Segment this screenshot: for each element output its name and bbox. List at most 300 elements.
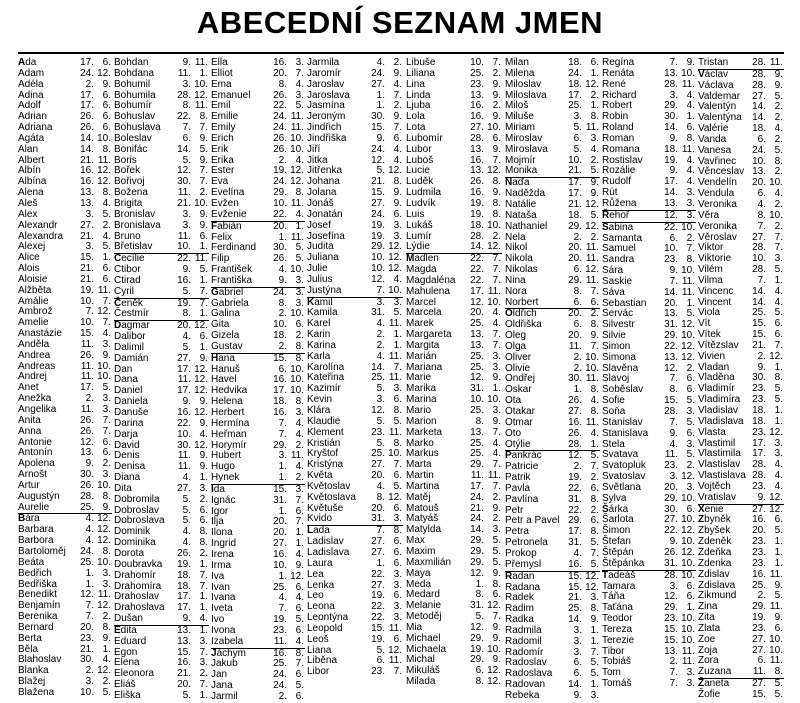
month-value: 12. (97, 165, 111, 177)
name-label: Kristýna (307, 459, 344, 471)
name-label: Emilie (211, 111, 239, 123)
name-label: Lubomír (406, 132, 443, 144)
name-label: Jitřenka (307, 165, 343, 177)
name-label: Rozálie (602, 165, 636, 177)
day-value: 13. (470, 426, 484, 438)
name-label: Bára (18, 513, 40, 525)
month-value: 3. (295, 57, 304, 68)
month-value: 8. (590, 406, 599, 417)
month-value: 10. (681, 536, 695, 548)
day-value: 13. (80, 197, 94, 209)
day-value: 12. (568, 450, 582, 462)
name-label: Vilma (698, 274, 723, 286)
name-label: Liana (307, 644, 332, 656)
name-label: Jakub (211, 658, 238, 670)
day-value: 25. (470, 448, 484, 460)
month-value: 7. (393, 459, 402, 471)
list-item (114, 221, 209, 232)
day-value: 22. (470, 264, 484, 276)
month-value: 7. (199, 122, 208, 134)
name-label: Drahomír (114, 569, 156, 581)
month-value: 6. (102, 111, 111, 123)
month-value: 6. (492, 132, 501, 144)
month-value: 3. (686, 678, 695, 690)
day-value: 1. (475, 578, 484, 590)
day-value: 12. (80, 436, 94, 448)
month-value: 9. (199, 352, 208, 364)
month-value: 10. (681, 492, 695, 504)
day-value: 7. (669, 667, 678, 679)
name-label: Roland (602, 122, 634, 134)
month-value: 9. (199, 132, 208, 144)
list-item (406, 493, 502, 504)
name-label: Kristián (307, 437, 341, 449)
month-value: 4. (102, 328, 111, 340)
name-label: Zbyněk (698, 514, 731, 526)
day-value: 6. (573, 657, 582, 669)
month-value: 3. (295, 407, 304, 418)
day-value: 6. (573, 296, 582, 308)
day-value: 8. (573, 285, 582, 297)
day-value: 8. (475, 676, 484, 688)
month-value: 3. (393, 513, 402, 525)
name-label: Ingrid (211, 538, 237, 550)
day-value: 20. (568, 242, 582, 254)
list-item (18, 427, 112, 438)
name-column-4 (307, 57, 403, 678)
month-value: 12. (681, 471, 695, 483)
list-item (114, 571, 209, 582)
day-value: 9. (757, 361, 766, 373)
day-value: 8. (475, 589, 484, 601)
month-value: 6. (393, 590, 402, 602)
day-value: 29. (568, 274, 582, 286)
month-value: 9. (492, 415, 501, 427)
name-label: Blažej (18, 676, 46, 688)
list-item (114, 495, 209, 506)
month-value: 2. (774, 166, 783, 178)
name-label: Maxmilián (406, 556, 452, 568)
day-value: 6. (757, 188, 766, 200)
month-value: 7. (102, 425, 111, 437)
day-value: 14. (664, 122, 678, 134)
day-value: 22. (371, 601, 385, 613)
name-label: Břetislav (114, 241, 153, 253)
name-label: Marián (406, 350, 437, 362)
name-label: Karina (307, 339, 336, 351)
day-value: 12. (371, 273, 385, 285)
day-value: 1. (278, 461, 287, 473)
month-value: 6. (102, 447, 111, 459)
name-label: Ester (211, 165, 235, 177)
month-value: 2. (492, 230, 501, 242)
name-label: Otýlie (505, 438, 531, 450)
name-label: Alan (18, 143, 39, 155)
month-value: 9. (492, 654, 501, 666)
day-value: 25. (273, 658, 287, 670)
month-value: 9. (199, 208, 208, 220)
name-label: Radoslav (505, 657, 547, 669)
name-label: Viktorie (698, 253, 732, 265)
name-column-2 (114, 57, 209, 701)
name-label: Soňa (602, 406, 626, 417)
list-item (406, 569, 502, 580)
name-label: Josef (307, 219, 331, 231)
month-value: 4. (492, 307, 501, 319)
list-item (698, 493, 784, 505)
day-value: 31. (568, 493, 582, 505)
day-value: 16. (568, 416, 582, 428)
day-value: 9. (182, 613, 191, 625)
day-value: 9. (376, 132, 385, 144)
month-value: 12. (585, 570, 599, 582)
month-value: 3. (686, 667, 695, 679)
list-item (698, 570, 784, 581)
day-value: 5. (182, 689, 191, 701)
day-value: 21. (80, 230, 94, 242)
day-value: 16. (470, 100, 484, 112)
month-value: 7. (590, 340, 599, 352)
list-item (698, 428, 784, 439)
day-value: 11. (273, 635, 287, 647)
day-value: 15. (371, 187, 385, 199)
name-label: Nikola (505, 253, 533, 265)
day-value: 22. (371, 568, 385, 580)
list-item (18, 492, 112, 503)
day-value: 27. (371, 197, 385, 209)
name-label: Klaudie (307, 415, 341, 427)
day-value: 31. (664, 319, 678, 331)
day-value: 22. (371, 612, 385, 624)
day-value: 23. (752, 557, 766, 569)
month-value: 2. (686, 362, 695, 374)
day-value: 12. (664, 362, 678, 374)
name-label: Stanislava (602, 427, 649, 439)
day-value: 5. (376, 165, 385, 177)
day-value: 5. (376, 415, 385, 427)
month-value: 10. (769, 633, 783, 645)
day-value: 20. (371, 470, 385, 482)
day-value: 14. (177, 143, 191, 155)
day-value: 4. (182, 537, 191, 549)
month-value: 4. (492, 437, 501, 449)
name-label: Oleg (505, 330, 527, 342)
day-value: 16. (177, 407, 191, 418)
day-value: 17. (568, 188, 582, 200)
day-value: 24. (273, 122, 287, 134)
name-label: Nataša (505, 209, 537, 221)
name-label: Liliana (406, 67, 435, 79)
list-item (505, 637, 600, 648)
list-item (602, 668, 696, 679)
month-value: 6. (102, 89, 111, 101)
month-value: 9. (199, 461, 208, 473)
day-value: 19. (273, 165, 287, 177)
month-value: 1. (774, 274, 783, 286)
month-value: 9. (199, 219, 208, 231)
day-value: 28. (177, 89, 191, 101)
name-label: Andrej (18, 371, 47, 383)
list-item (698, 667, 784, 679)
name-label: Max (406, 535, 425, 547)
month-value: 3. (102, 578, 111, 590)
day-value: 15. (664, 623, 678, 635)
name-label: Čestmír (114, 308, 149, 320)
day-value: 20. (273, 67, 287, 79)
name-label: Vavřinec (698, 155, 737, 167)
list-item (211, 659, 305, 670)
day-value: 20. (752, 525, 766, 537)
name-label: Vilém (698, 264, 723, 276)
day-value: 10. (664, 243, 678, 255)
day-value: 5. (182, 341, 191, 353)
month-value: 5. (774, 307, 783, 319)
day-value: 23. (470, 78, 484, 90)
day-value: 23. (664, 254, 678, 266)
name-label: Ladislav (307, 536, 344, 548)
name-label: Sabina (602, 221, 634, 233)
name-label: Marcel (406, 296, 437, 308)
month-value: 11. (681, 143, 695, 155)
day-value: 24. (470, 491, 484, 503)
name-column-1 (18, 57, 112, 698)
name-label: Petr a Pavel (505, 515, 560, 527)
month-value: 4. (774, 188, 783, 200)
month-value: 1. (590, 100, 599, 112)
name-label: Dominika (114, 537, 156, 549)
day-value: 1. (85, 578, 94, 590)
month-value: 1. (199, 602, 208, 614)
month-value: 5. (393, 480, 402, 492)
day-value: 3. (669, 580, 678, 592)
month-value: 7. (590, 461, 599, 473)
day-value: 13. (664, 67, 678, 79)
day-value: 18. (470, 219, 484, 231)
day-value: 26. (80, 122, 94, 134)
day-value: 19. (371, 230, 385, 242)
month-value: 11. (585, 274, 599, 286)
month-value: 6. (686, 384, 695, 396)
month-value: 6. (199, 331, 208, 343)
name-label: Bernard (18, 621, 54, 633)
month-value: 11. (97, 284, 111, 296)
name-label: Miroslav (505, 132, 543, 144)
day-value: 9. (278, 274, 287, 286)
day-value: 10. (80, 295, 94, 307)
day-value: 24. (273, 680, 287, 692)
day-value: 10. (371, 252, 385, 264)
day-value: 30. (177, 439, 191, 451)
month-value: 8. (774, 372, 783, 384)
name-label: Igor (211, 505, 229, 517)
month-value: 6. (686, 503, 695, 515)
name-column-8 (698, 57, 784, 700)
month-value: 4. (590, 427, 599, 439)
day-value: 26. (273, 132, 287, 144)
day-value: 14. (664, 187, 678, 199)
name-label: Damián (114, 352, 149, 364)
day-value: 7. (669, 57, 678, 68)
name-label: Julius (307, 273, 333, 285)
month-value: 3. (590, 132, 599, 144)
month-value: 4. (295, 461, 304, 473)
day-value: 13. (177, 624, 191, 636)
day-value: 4. (669, 438, 678, 450)
day-value: 19. (371, 219, 385, 231)
month-value: 2. (199, 493, 208, 505)
name-label: Jana (211, 680, 233, 692)
name-label: Svatoslav (602, 471, 646, 483)
day-value: 14. (568, 679, 582, 691)
month-value: 2. (686, 460, 695, 472)
name-label: Eliška (114, 689, 141, 701)
day-value: 30. (568, 373, 582, 385)
month-value: 9. (199, 417, 208, 429)
month-value: 6. (295, 581, 304, 593)
day-value: 16. (273, 548, 287, 560)
day-value: 13. (80, 187, 94, 199)
name-label: Metoděj (406, 611, 442, 623)
name-label: Ivona (211, 624, 236, 636)
month-value: 10. (290, 132, 304, 144)
month-value: 12. (487, 241, 501, 253)
day-value: 22. (470, 253, 484, 265)
day-value: 8. (278, 78, 287, 90)
day-value: 15. (80, 328, 94, 340)
month-value: 8. (492, 208, 501, 220)
month-value: 4. (393, 143, 402, 155)
name-label: Ondřej (505, 373, 536, 385)
day-value: 5. (376, 644, 385, 656)
day-value: 11. (80, 360, 94, 372)
list-item (114, 287, 209, 299)
month-value: 3. (102, 469, 111, 481)
month-value: 5. (774, 525, 783, 537)
month-value: 8. (393, 525, 402, 537)
name-label: Zdeněk (698, 536, 732, 548)
day-value: 29. (273, 439, 287, 451)
name-label: Miloslava (505, 89, 547, 101)
day-value: 5. (475, 611, 484, 623)
day-value: 10. (470, 394, 484, 406)
day-value: 21. (568, 198, 582, 210)
day-value: 21. (80, 273, 94, 285)
month-value: 7. (393, 122, 402, 134)
month-value: 7. (492, 611, 501, 623)
month-value: 7. (774, 242, 783, 254)
name-label: Sofie (602, 395, 625, 407)
month-value: 5. (393, 415, 402, 427)
name-label: Vítek (698, 329, 721, 341)
name-label: Marion (406, 415, 437, 427)
day-value: 16. (273, 647, 287, 659)
day-value: 24. (273, 669, 287, 681)
month-value: 10. (388, 284, 402, 296)
name-label: Iva (211, 570, 225, 582)
month-value: 12. (388, 165, 402, 177)
month-value: 8. (295, 352, 304, 364)
day-value: 3. (669, 471, 678, 483)
name-label: Leoš (307, 633, 329, 645)
day-value: 9. (757, 491, 766, 503)
name-label: Rút (602, 187, 618, 199)
day-value: 18. (568, 78, 582, 90)
name-label: Regína (602, 57, 635, 68)
month-value: 11. (585, 122, 599, 134)
list-item (505, 669, 600, 680)
list-item (698, 308, 784, 319)
day-value: 14. (80, 132, 94, 144)
name-label: Gustav (211, 340, 243, 352)
list-item (211, 572, 305, 583)
month-value: 5. (590, 450, 599, 462)
day-value: 17. (568, 526, 582, 538)
month-value: 11. (585, 416, 599, 428)
name-label: Samanta (602, 232, 643, 244)
day-value: 27. (371, 536, 385, 548)
name-label: Laura (307, 557, 333, 569)
day-value: 28. (752, 79, 766, 91)
day-value: 28. (470, 230, 484, 242)
list-item (211, 473, 305, 485)
month-value: 12. (769, 491, 783, 503)
month-value: 5. (295, 680, 304, 692)
name-label: Marketa (406, 426, 443, 438)
day-value: 4. (376, 480, 385, 492)
day-value: 1. (376, 557, 385, 569)
month-value: 6. (686, 580, 695, 592)
list-item (698, 635, 784, 646)
month-value: 2. (492, 513, 501, 525)
name-label: Barbara (18, 524, 54, 536)
month-value: 11. (388, 350, 402, 362)
name-label: Adolf (18, 100, 41, 112)
name-label: Albín (18, 165, 41, 177)
name-label: Tibor (602, 645, 625, 657)
month-value: 2. (590, 231, 599, 243)
day-value: 10. (80, 317, 94, 329)
day-value: 18. (752, 405, 766, 416)
name-label: Hanuš (211, 363, 240, 375)
day-value: 29. (273, 187, 287, 199)
list-item (505, 353, 600, 364)
name-label: Aloisie (18, 273, 48, 285)
day-value: 2. (376, 329, 385, 341)
day-value: 28. (752, 57, 766, 68)
month-value: 5. (590, 657, 599, 669)
name-label: Petronela (505, 537, 548, 549)
day-value: 22. (273, 208, 287, 220)
month-value: 11. (585, 253, 599, 265)
day-value: 1. (573, 384, 582, 396)
name-label: Patricie (505, 461, 539, 473)
month-value: 12. (388, 252, 402, 264)
name-label: Luděk (406, 176, 434, 188)
month-value: 6. (295, 690, 304, 702)
name-label: Patrik (505, 472, 531, 484)
month-value: 1. (199, 558, 208, 570)
month-value: 2. (774, 198, 783, 210)
name-label: Jaroslav (307, 78, 345, 90)
day-value: 15. (568, 581, 582, 593)
name-label: Martin (406, 470, 434, 482)
name-label: Nora (505, 285, 527, 297)
name-label: Klára (307, 405, 331, 416)
day-value: 18. (752, 123, 766, 135)
name-label: Simon (602, 340, 631, 352)
name-label: Anita (18, 414, 41, 426)
day-value: 13. (664, 351, 678, 363)
